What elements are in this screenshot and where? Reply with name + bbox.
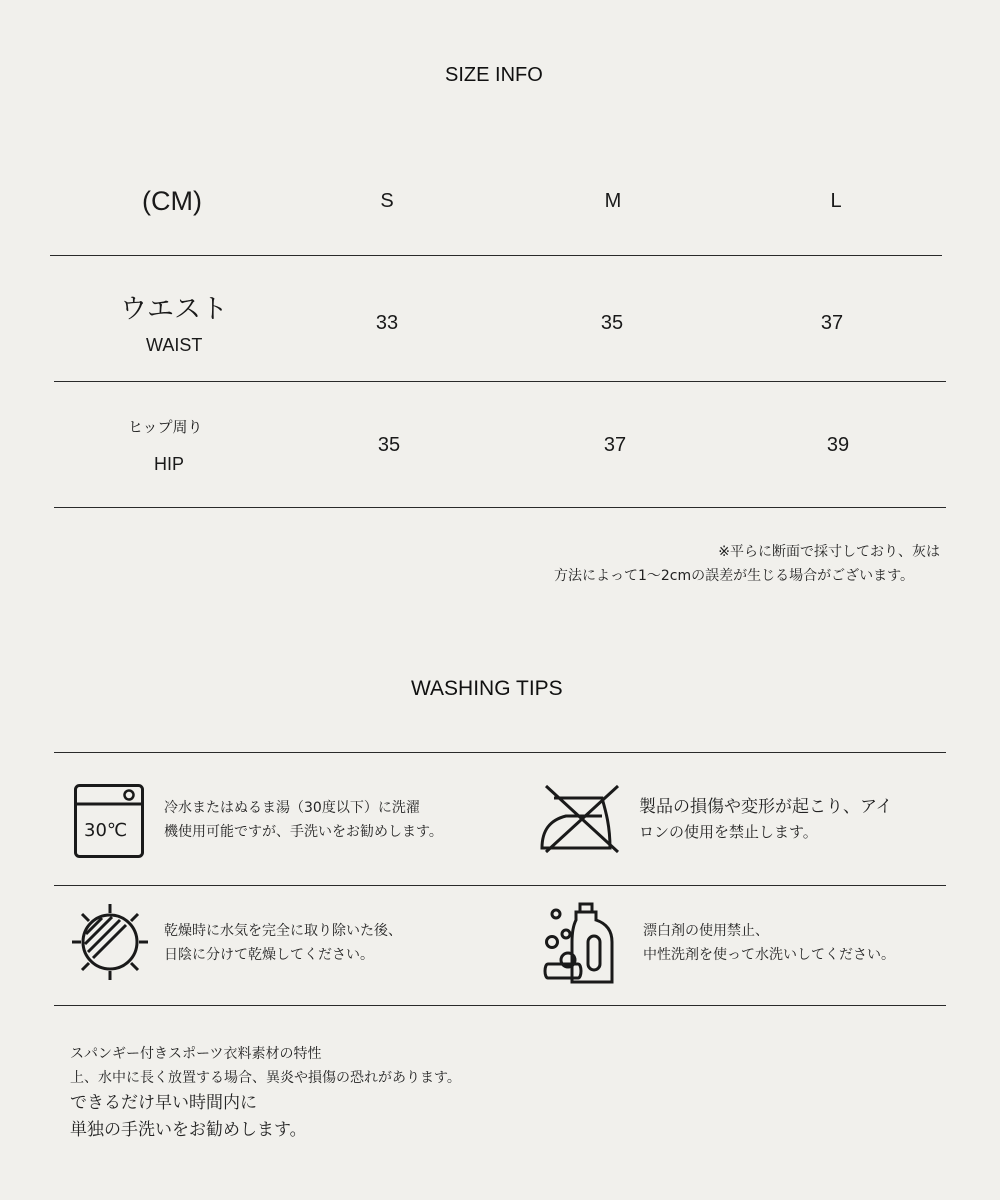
waist-value-m: 35: [600, 312, 624, 334]
tips-divider: [54, 752, 946, 753]
measurement-note-line1: ※平らに断面で採寸しており、灰は: [718, 544, 940, 560]
material-care-note: [70, 1042, 461, 1144]
tip-wash-line1: 冷水またはぬるま湯（30度以下）に洗濯: [164, 800, 420, 816]
waist-value-s: 33: [375, 312, 399, 334]
tips-divider: [54, 885, 946, 886]
detergent-icon: [542, 902, 616, 986]
tip-detergent-line1: 漂白剤の使用禁止、: [643, 923, 769, 939]
waist-value-l: 37: [820, 312, 844, 334]
measurement-note-line2: 方法によって1～2cmの誤差が生じる場合がございます。: [553, 568, 914, 584]
hip-value-m: 37: [603, 434, 627, 456]
size-info-title: SIZE INFO: [445, 64, 543, 86]
material-note-line3: できるだけ早い時間内に: [70, 1093, 257, 1113]
hip-label-jp: ヒップ周り: [128, 418, 203, 436]
material-note-line1: スパンギー付きスポーツ衣料素材の特性: [70, 1046, 322, 1062]
unit-label: (CM): [142, 186, 202, 216]
hip-label-en: HIP: [154, 454, 185, 474]
hip-value-s: 35: [377, 434, 401, 456]
table-divider: [54, 507, 946, 508]
wash-temp-label: 30℃: [84, 820, 128, 841]
tip-dry-line2: 日陰に分けて乾燥してください。: [164, 947, 374, 963]
table-divider: [54, 381, 946, 382]
size-header-s: S: [380, 190, 394, 212]
waist-label-en: WAIST: [146, 335, 203, 355]
dry-in-shade-icon: [70, 902, 150, 982]
table-divider: [50, 255, 942, 256]
tip-detergent-line2: 中性洗剤を使って水洗いしてください。: [643, 947, 895, 963]
size-header-m: M: [604, 190, 622, 212]
do-not-iron-icon: [540, 784, 622, 854]
tip-wash-line2: 機使用可能ですが、手洗いをお勧めします。: [164, 824, 443, 840]
material-note-line4: 単独の手洗いをお勧めします。: [70, 1120, 307, 1140]
tip-iron-line1: 製品の損傷や変形が起こり、アイ: [639, 797, 893, 817]
material-note-line2: 上、水中に長く放置する場合、異炎や損傷の恐れがあります。: [70, 1070, 461, 1086]
washing-tips-title: WASHING TIPS: [411, 677, 563, 700]
tip-iron-line2: ロンの使用を禁止します。: [639, 823, 818, 841]
waist-label-jp: ウエスト: [120, 294, 228, 325]
hip-value-l: 39: [826, 434, 850, 456]
tip-wash-text: [164, 796, 443, 844]
tip-dry-text: [164, 919, 402, 967]
tip-detergent-text: [643, 919, 895, 967]
size-header-l: L: [830, 190, 842, 212]
tips-divider: [54, 1005, 946, 1006]
tip-dry-line1: 乾燥時に水気を完全に取り除いた後、: [164, 923, 402, 939]
tip-iron-text: [639, 795, 892, 845]
